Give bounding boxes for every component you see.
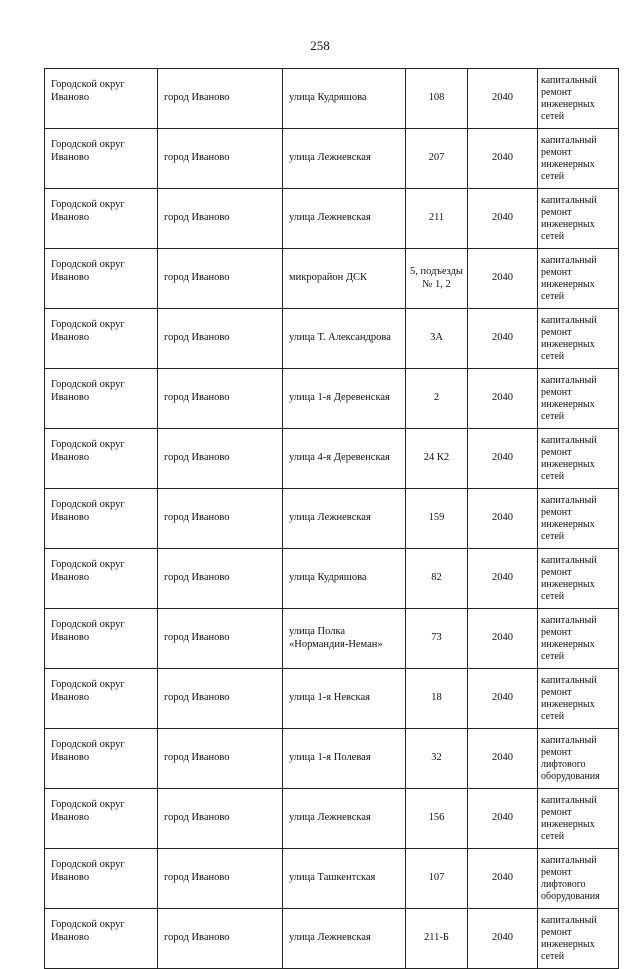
work-type-cell: капитальный ремонт инженерных сетей — [538, 369, 619, 429]
year-cell: 2040 — [468, 789, 538, 849]
district-cell: Городской округ Иваново — [45, 369, 158, 429]
street-cell: микрорайон ДСК — [283, 249, 406, 309]
table-row — [45, 669, 619, 729]
table-row — [45, 129, 619, 189]
street-cell: улица Кудряшова — [283, 69, 406, 129]
work-type-cell: капитальный ремонт инженерных сетей — [538, 189, 619, 249]
district-cell: Городской округ Иваново — [45, 609, 158, 669]
district-cell: Городской округ Иваново — [45, 909, 158, 969]
district-cell: Городской округ Иваново — [45, 729, 158, 789]
city-cell: город Иваново — [158, 909, 283, 969]
year-cell: 2040 — [468, 549, 538, 609]
house-number-cell: 5, подъезды № 1, 2 — [406, 249, 468, 309]
page-number: 258 — [310, 38, 330, 53]
house-number-cell: 211 — [406, 189, 468, 249]
work-type-cell: капитальный ремонт инженерных сетей — [538, 789, 619, 849]
city-cell: город Иваново — [158, 369, 283, 429]
city-cell: город Иваново — [158, 669, 283, 729]
year-cell: 2040 — [468, 489, 538, 549]
district-cell: Городской округ Иваново — [45, 849, 158, 909]
table-row — [45, 429, 619, 489]
district-cell: Городской округ Иваново — [45, 549, 158, 609]
year-cell: 2040 — [468, 309, 538, 369]
house-number-cell: 108 — [406, 69, 468, 129]
year-cell: 2040 — [468, 369, 538, 429]
work-type-cell: капитальный ремонт инженерных сетей — [538, 909, 619, 969]
street-cell: улица Полка «Нормандия-Неман» — [283, 609, 406, 669]
street-cell: улица Лежневская — [283, 489, 406, 549]
street-cell: улица Т. Александрова — [283, 309, 406, 369]
work-type-cell: капитальный ремонт инженерных сетей — [538, 609, 619, 669]
work-type-cell: капитальный ремонт лифтового оборудования — [538, 849, 619, 909]
house-number-cell: 2 — [406, 369, 468, 429]
district-cell: Городской округ Иваново — [45, 129, 158, 189]
table-row — [45, 789, 619, 849]
year-cell: 2040 — [468, 729, 538, 789]
street-cell: улица Лежневская — [283, 789, 406, 849]
district-cell: Городской округ Иваново — [45, 489, 158, 549]
year-cell: 2040 — [468, 669, 538, 729]
work-type-cell: капитальный ремонт инженерных сетей — [538, 489, 619, 549]
city-cell: город Иваново — [158, 489, 283, 549]
work-type-cell: капитальный ремонт инженерных сетей — [538, 429, 619, 489]
district-cell: Городской округ Иваново — [45, 669, 158, 729]
table-row — [45, 249, 619, 309]
city-cell: город Иваново — [158, 309, 283, 369]
house-number-cell: 24 К2 — [406, 429, 468, 489]
work-type-cell: капитальный ремонт инженерных сетей — [538, 549, 619, 609]
street-cell: улица Лежневская — [283, 189, 406, 249]
year-cell: 2040 — [468, 69, 538, 129]
table-row — [45, 849, 619, 909]
street-cell: улица Лежневская — [283, 129, 406, 189]
house-number-cell: 211-Б — [406, 909, 468, 969]
repair-schedule-table — [44, 68, 619, 969]
year-cell: 2040 — [468, 189, 538, 249]
house-number-cell: 73 — [406, 609, 468, 669]
street-cell: улица 1-я Деревенская — [283, 369, 406, 429]
city-cell: город Иваново — [158, 789, 283, 849]
district-cell: Городской округ Иваново — [45, 189, 158, 249]
year-cell: 2040 — [468, 249, 538, 309]
house-number-cell: 159 — [406, 489, 468, 549]
work-type-cell: капитальный ремонт инженерных сетей — [538, 69, 619, 129]
district-cell: Городской округ Иваново — [45, 69, 158, 129]
table-row — [45, 609, 619, 669]
work-type-cell: капитальный ремонт лифтового оборудования — [538, 729, 619, 789]
city-cell: город Иваново — [158, 549, 283, 609]
table-row — [45, 69, 619, 129]
work-type-cell: капитальный ремонт инженерных сетей — [538, 669, 619, 729]
table-body — [45, 69, 619, 969]
house-number-cell: 207 — [406, 129, 468, 189]
work-type-cell: капитальный ремонт инженерных сетей — [538, 249, 619, 309]
house-number-cell: 82 — [406, 549, 468, 609]
table-row — [45, 729, 619, 789]
year-cell: 2040 — [468, 129, 538, 189]
table-row — [45, 309, 619, 369]
city-cell: город Иваново — [158, 189, 283, 249]
district-cell: Городской округ Иваново — [45, 249, 158, 309]
district-cell: Городской округ Иваново — [45, 429, 158, 489]
city-cell: город Иваново — [158, 729, 283, 789]
street-cell: улица 1-я Невская — [283, 669, 406, 729]
city-cell: город Иваново — [158, 69, 283, 129]
year-cell: 2040 — [468, 849, 538, 909]
street-cell: улица 4-я Деревенская — [283, 429, 406, 489]
street-cell: улица Кудряшова — [283, 549, 406, 609]
house-number-cell: 32 — [406, 729, 468, 789]
city-cell: город Иваново — [158, 609, 283, 669]
table-row — [45, 909, 619, 969]
table-row — [45, 369, 619, 429]
year-cell: 2040 — [468, 609, 538, 669]
city-cell: город Иваново — [158, 849, 283, 909]
table-row — [45, 489, 619, 549]
street-cell: улица Ташкентская — [283, 849, 406, 909]
street-cell: улица Лежневская — [283, 909, 406, 969]
house-number-cell: 3А — [406, 309, 468, 369]
table-row — [45, 549, 619, 609]
table-row — [45, 189, 619, 249]
city-cell: город Иваново — [158, 249, 283, 309]
city-cell: город Иваново — [158, 129, 283, 189]
house-number-cell: 18 — [406, 669, 468, 729]
work-type-cell: капитальный ремонт инженерных сетей — [538, 309, 619, 369]
year-cell: 2040 — [468, 429, 538, 489]
district-cell: Городской округ Иваново — [45, 789, 158, 849]
work-type-cell: капитальный ремонт инженерных сетей — [538, 129, 619, 189]
year-cell: 2040 — [468, 909, 538, 969]
city-cell: город Иваново — [158, 429, 283, 489]
house-number-cell: 107 — [406, 849, 468, 909]
house-number-cell: 156 — [406, 789, 468, 849]
district-cell: Городской округ Иваново — [45, 309, 158, 369]
street-cell: улица 1-я Полевая — [283, 729, 406, 789]
